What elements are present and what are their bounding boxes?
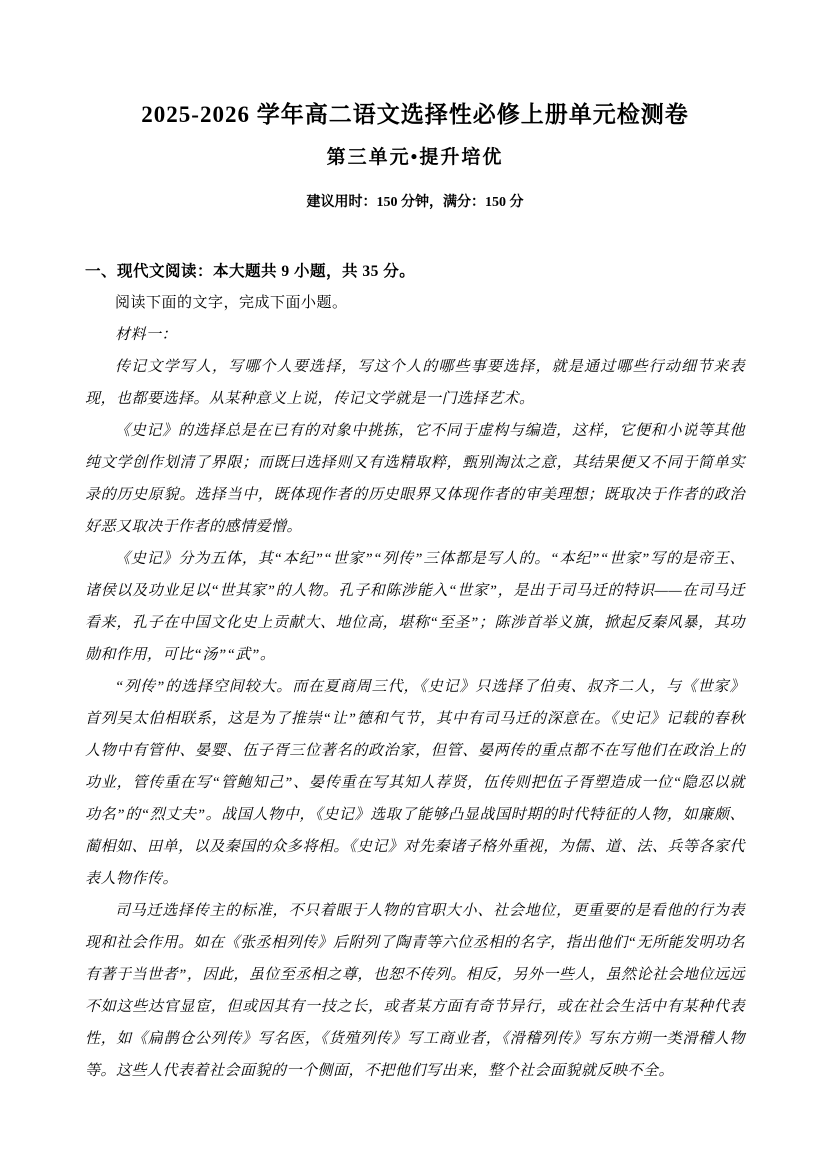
reading-instruction: 阅读下面的文字，完成下面小题。 [115, 295, 348, 311]
page-title: 2025-2026 学年高二语文选择性必修上册单元检测卷 [141, 102, 689, 127]
passage-paragraph: 司马迁选择传主的标准，不只着眼于人物的官职大小、社会地位，更重要的是看他的行为表现和社会作用。如在《张丞相列传》后附列了陶青等六位丞相的名字，指出他们“无所能发明功名有著于当世者”，因此，虽位至丞相之尊，也恕不传列。相反，另外一些人，虽然论社会地位远远不如这些达官显宦，但或因其有一技之长，或者某方面有奇节异行，或在社会生活中有某种代表性，如《扁鹊仓公列传》写名医，《货殖列传》写工商业者，《滑稽列传》写东方朔一类滑稽人物等。这些人代表着社会面貌的一个侧面，不把他们写出来，整个社会面貌就反映不全。 [85, 903, 745, 1079]
passage-paragraph: 传记文学写人，写哪个人要选择，写这个人的哪些事要选择，就是通过哪些行动细节来表现，也都要选择。从某种意义上说，传记文学就是一门选择艺术。 [85, 359, 745, 407]
section-heading-modern-reading: 一、现代文阅读：本大题共 9 小题，共 35 分。 [85, 263, 416, 280]
page-subtitle: 第三单元•提升培优 [326, 147, 504, 168]
exam-meta: 建议用时：150 分钟，满分：150 分 [306, 195, 524, 210]
passage-paragraph: 《史记》分为五体，其“本纪”“世家”“列传”三体都是写人的。“本纪”“世家”写的是帝王、诸侯以及功业足以“世其家”的人物。孔子和陈涉能入“世家”，是出于司马迁的特识——在司马迁看来，孔子在中国文化史上贡献大、地位高，堪称“至圣”；陈涉首举义旗，掀起反秦风暴，其功勋和作用，可比“汤”“武”。 [85, 551, 745, 663]
passage-paragraph: “列传”的选择空间较大。而在夏商周三代，《史记》只选择了伯夷、叔齐二人，与《世家》首列吴太伯相联系，这是为了推崇“让”德和气节，其中有司马迁的深意在。《史记》记载的春秋人物中有管仲、晏婴、伍子胥三位著名的政治家，但管、晏两传的重点都不在写他们在政治上的功业，管传重在写“管鲍知己”、晏传重在写其知人荐贤，伍传则把伍子胥塑造成一位“隐忍以就功名”的“烈丈夫”。战国人物中，《史记》选取了能够凸显战国时期的时代特征的人物，如廉颇、蔺相如、田单，以及秦国的众多将相。《史记》对先秦诸子格外重视，为儒、道、法、兵等各家代表人物作传。 [85, 679, 745, 887]
passage-paragraph: 《史记》的选择总是在已有的对象中挑拣，它不同于虚构与编造，这样，它便和小说等其他纯文学创作划清了界限；而既曰选择则又有选精取粹，甄别淘汰之意，其结果便又不同于简单实录的历史原貌。选择当中，既体现作者的历史眼界又体现作者的审美理想；既取决于作者的政治好恶又取决于作者的感情爱憎。 [85, 423, 745, 535]
material-one-label: 材料一： [115, 327, 178, 343]
